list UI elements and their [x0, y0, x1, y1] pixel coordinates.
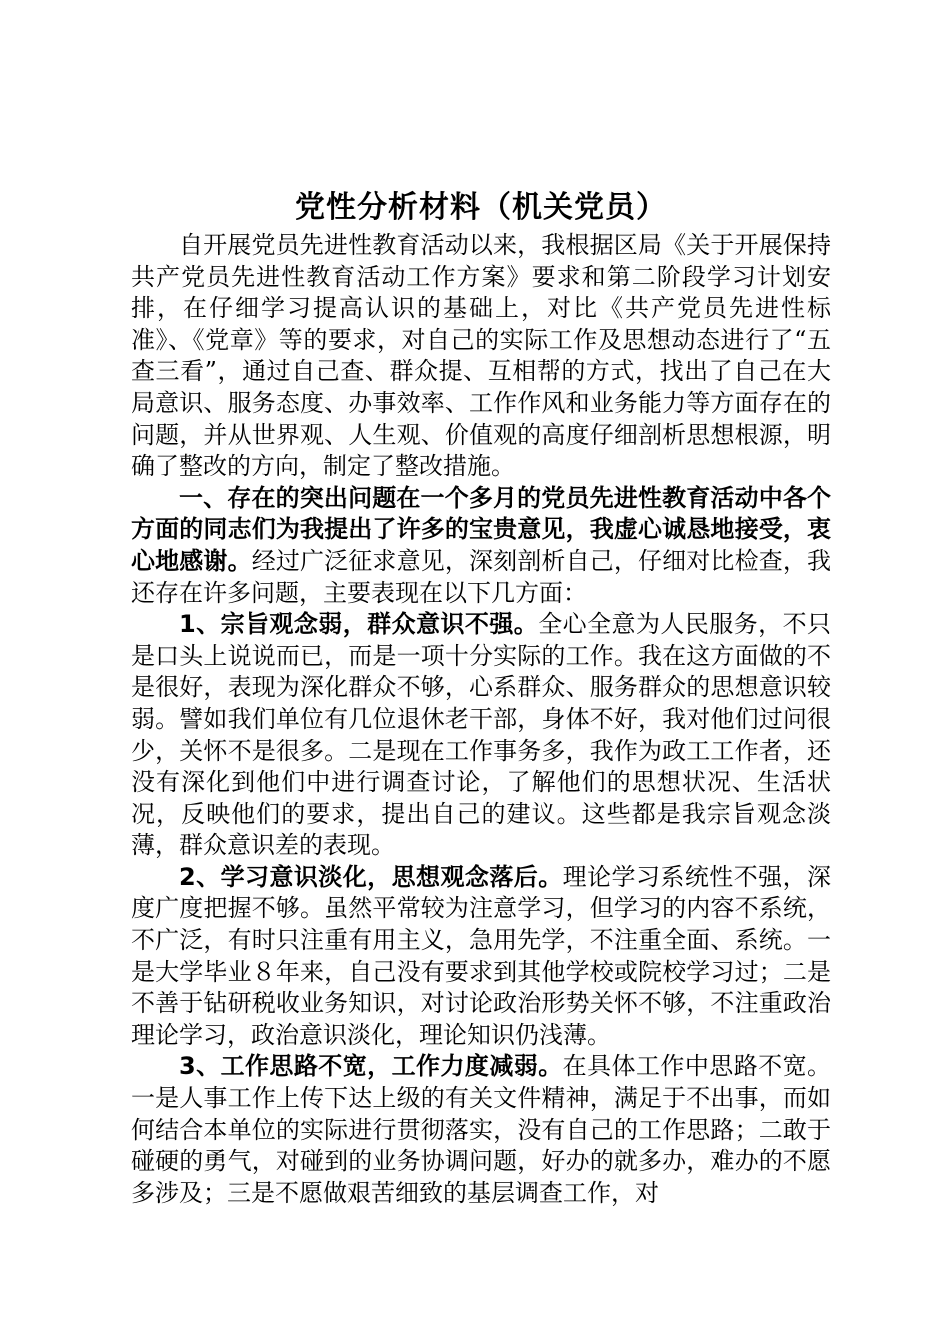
section-paragraph-2 — [131, 862, 831, 1052]
intro-paragraph: 自开展党员先进性教育活动以来，我根据区局《关于开展保持共产党员先进性教育活动工作方案》要求和第二阶段学习计划安排，在仔细学习提高认识的基础上，对比《共产党员先进性标准》、《党章》等的要求，对自己的实际工作及思想动态进行了“五查三看”，通过自己查、群众提、互相帮的方式，找出了自己在大局意识、服务态度、办事效率、工作作风和业务能力等方面存在的问题，并从世界观、人生观、价值观的高度仔细剖析思想根源，明确了整改的方向，制定了整改措施。 — [131, 231, 831, 481]
section-heading: 1、宗旨观念弱，群众意识不强。 — [179, 610, 539, 639]
section-paragraph-1 — [131, 609, 831, 862]
section-body: 经过广泛征求意见，深刻剖析自己，仔细对比检查，我还存在许多问题，主要表现在以下几方面： — [131, 546, 832, 607]
document-title: 党性分析材料（机关党员） — [295, 190, 667, 225]
section-heading: 2、学习意识淡化，思想观念落后。 — [179, 862, 563, 891]
section-paragraph-problems — [131, 483, 831, 609]
section-body: 在具体工作中思路不宽。一是人事工作上传下达上级的有关文件精神，满足于不出事，而如何结合本单位的实际进行贯彻落实，没有自己的工作思路；二敢于碰硬的勇气，对碰到的业务协调问题，好办的就多办，难办的不愿多涉及；三是不愿做艰苦细致的基层调查工作，对 — [131, 1052, 832, 1207]
section-paragraph-3 — [131, 1051, 831, 1209]
document-page — [131, 186, 831, 1209]
section-heading: 3、工作思路不宽，工作力度减弱。 — [179, 1052, 563, 1081]
section-body: 理论学习系统性不强，深度广度把握不够。虽然平常较为注意学习，但学习的内容不系统，不广泛，有时只注重有用主义，急用先学，不注重全面、系统。一是大学毕业８年来，自己没有要求到其他学校或院校学习过；二是不善于钻研税收业务知识，对讨论政治形势关怀不够，不注重政治理论学习，政治意识淡化，理论知识仍浅薄。 — [131, 862, 832, 1049]
section-body: 全心全意为人民服务，不只是口头上说说而已，而是一项十分实际的工作。我在这方面做的不是很好，表现为深化群众不够，心系群众、服务群众的思想意识较弱。譬如我们单位有几位退休老干部，身体不好，我对他们过问很少，关怀不是很多。二是现在工作事务多，我作为政工工作者，还没有深化到他们中进行调查讨论，了解他们的思想状况、生活状况，反映他们的要求，提出自己的建议。这些都是我宗旨观念淡薄，群众意识差的表现。 — [131, 610, 831, 860]
section-heading: 一、存在的突出问题在一个多月的党员先进性教育活动中各个方面的同志们为我提出了许多的宝贵意见，我虚心诚恳地接受，衷心地感谢。 — [131, 483, 831, 575]
